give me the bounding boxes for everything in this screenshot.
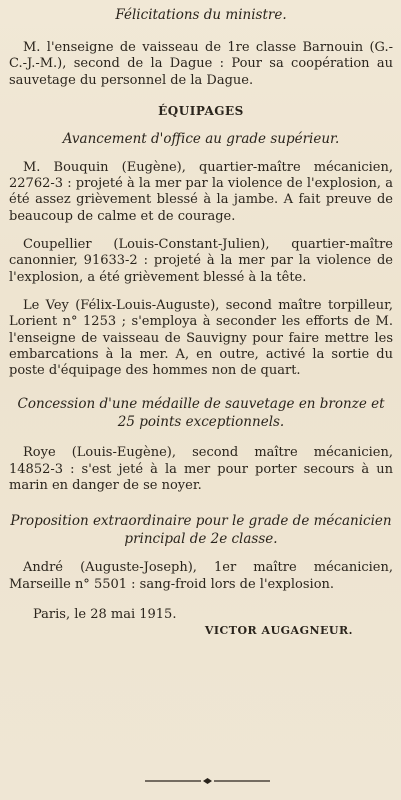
section-heading-proposition: Proposition extraordinaire pour le grade de mécanicien principal de 2e classe. — [10, 513, 392, 548]
section-heading-felicitations: Félicitations du ministre. — [115, 7, 287, 23]
paragraph-coupellier: Coupellier (Louis-Constant-Julien), quartier-maître canonnier, 91633-2 : projeté à la mer par la violence de l'explosion, a été grièvement blessé à la tête. — [9, 237, 393, 285]
paragraph-barnouin: M. l'enseigne de vaisseau de 1re classe Barnouin (G.-C.-J.-M.), second de la Dague : Pour sa coopération au sauvetage du personnel de la Dague. — [9, 40, 393, 88]
section-heading-equipages: ÉQUIPAGES — [158, 103, 244, 118]
subheading-avancement: Avancement d'office au grade supérieur. — [62, 130, 340, 147]
ornament-divider-icon — [145, 778, 270, 784]
paragraph-le-vey: Le Vey (Félix-Louis-Auguste), second maître torpilleur, Lorient n° 1253 ; s'employa à seconder les efforts de M. l'enseigne de vaisseau de Sauvigny pour faire mettre les embarcations à la mer. A, en outre, activé la sortie du poste d'équipage des hommes non de quart. — [9, 297, 393, 379]
section-heading-medaille: Concession d'une médaille de sauvetage en bronze et 25 points exceptionnels. — [17, 396, 385, 431]
closing-row — [9, 607, 393, 623]
paragraph-bouquin: M. Bouquin (Eugène), quartier-maître mécanicien, 22762-3 : projeté à la mer par la violence de l'explosion, a été assez grièvement blessé à la jambe. A fait preuve de beaucoup de calme et de courage. — [9, 159, 393, 224]
paragraph-roye: Roye (Louis-Eugène), second maître mécanicien, 14852-3 : s'est jeté à la mer pour porter secours à un marin en danger de se noyer. — [9, 445, 393, 494]
signature: VICTOR AUGAGNEUR. — [204, 623, 353, 637]
signature-row — [9, 623, 393, 639]
paragraph-andre: André (Auguste-Joseph), 1er maître mécanicien, Marseille n° 5501 : sang-froid lors de l'explosion. — [9, 560, 393, 592]
place-date: Paris, le 28 mai 1915. — [33, 606, 177, 622]
